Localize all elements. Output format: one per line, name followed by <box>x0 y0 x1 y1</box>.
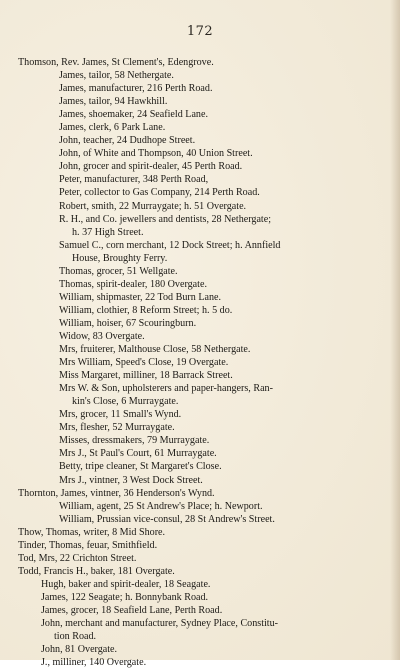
directory-entry-line: Tinder, Thomas, feuar, Smithfield. <box>18 539 158 551</box>
directory-entry-line: William, Prussian vice-consul, 28 St Andrew's Street. <box>59 513 275 525</box>
directory-entry-line: tion Road. <box>54 631 97 643</box>
directory-entry-line: Peter, manufacturer, 348 Perth Road, <box>59 174 209 186</box>
directory-entry-line: Samuel C., corn merchant, 12 Dock Street; h. Annfield <box>59 239 281 251</box>
directory-entry-line: John, of White and Thompson, 40 Union Street. <box>59 148 253 160</box>
directory-entry-line: James, 122 Seagate; h. Bonnybank Road. <box>41 591 209 603</box>
directory-entries <box>18 56 388 669</box>
directory-entry-line: Miss Margaret, milliner, 18 Barrack Street. <box>59 370 233 382</box>
directory-entry-line: Thomas, grocer, 51 Wellgate. <box>59 265 178 277</box>
directory-entry-line: John, grocer and spirit-dealer, 45 Perth Road. <box>59 161 243 173</box>
directory-entry-line: J., milliner, 140 Overgate. <box>41 657 147 669</box>
page-number: 172 <box>186 24 214 39</box>
directory-entry-line: Thow, Thomas, writer, 8 Mid Shore. <box>18 526 166 538</box>
directory-entry-line: Peter, collector to Gas Company, 214 Perth Road. <box>59 187 260 199</box>
directory-entry-line: Mrs, grocer, 11 Small's Wynd. <box>59 409 182 421</box>
directory-entry-line: Thomas, spirit-dealer, 180 Overgate. <box>59 278 207 290</box>
directory-entry-line: William, hoiser, 67 Scouringburn. <box>59 317 197 329</box>
directory-entry-line: James, clerk, 6 Park Lane. <box>59 122 166 134</box>
directory-entry-line: Robert, smith, 22 Murraygate; h. 51 Overgate. <box>59 200 247 212</box>
directory-entry-line: Thomson, Rev. James, St Clement's, Edengrove. <box>18 57 214 68</box>
directory-entry-line: Tod, Mrs, 22 Crichton Street. <box>18 552 137 564</box>
directory-entry-line: Mrs, fruiterer, Malthouse Close, 58 Nethergate. <box>59 344 251 356</box>
directory-entry-line: William, shipmaster, 22 Tod Burn Lane. <box>59 291 222 303</box>
directory-entry-line: Thornton, James, vintner, 36 Henderson's Wynd. <box>18 487 215 499</box>
directory-entry-line: William, agent, 25 St Andrew's Place; h. Newport. <box>59 500 263 512</box>
directory-entry-line: Widow, 83 Overgate. <box>59 330 145 342</box>
directory-entry-line: kin's Close, 6 Murraygate. <box>72 396 179 408</box>
directory-entry-line: James, manufacturer, 216 Perth Road. <box>59 83 213 95</box>
directory-entry-line: Hugh, baker and spirit-dealer, 18 Seagate. <box>41 578 211 590</box>
directory-entry-line: James, tailor, 94 Hawkhill. <box>59 96 168 108</box>
directory-entry-line: Misses, dressmakers, 79 Murraygate. <box>59 435 210 447</box>
directory-entry-line: Mrs J., vintner, 3 West Dock Street. <box>59 474 203 486</box>
directory-entry-line: R. H., and Co. jewellers and dentists, 28 Nethergate; <box>59 213 272 225</box>
directory-entry-line: Mrs, flesher, 52 Murraygate. <box>59 422 175 434</box>
directory-entry-line: Mrs W. & Son, upholsterers and paper-hangers, Ran- <box>59 383 273 395</box>
directory-entry-line: Mrs J., St Paul's Court, 61 Murraygate. <box>59 448 217 460</box>
directory-entry-line: House, Broughty Ferry. <box>72 252 168 264</box>
directory-entry-line: John, 81 Overgate. <box>41 644 118 656</box>
directory-entry-line: James, grocer, 18 Seafield Lane, Perth Road. <box>41 604 223 616</box>
page-edge-shadow <box>390 0 400 660</box>
directory-entry-line: William, clothier, 8 Reform Street; h. 5 do. <box>59 304 233 316</box>
directory-entry-line: Betty, tripe cleaner, St Margaret's Close. <box>59 461 222 473</box>
directory-entry-line: Todd, Francis H., baker, 181 Overgate. <box>18 565 175 577</box>
directory-entry-line: h. 37 High Street. <box>72 226 144 238</box>
directory-entry-line: James, tailor, 58 Nethergate. <box>59 70 174 82</box>
directory-entry-line: James, shoemaker, 24 Seafield Lane. <box>59 109 208 121</box>
directory-entry-line: John, merchant and manufacturer, Sydney Place, Constitu- <box>41 618 279 630</box>
directory-entry-line: Mrs William, Speed's Close, 19 Overgate. <box>59 357 229 369</box>
directory-entry-line: John, teacher, 24 Dudhope Street. <box>59 135 196 147</box>
